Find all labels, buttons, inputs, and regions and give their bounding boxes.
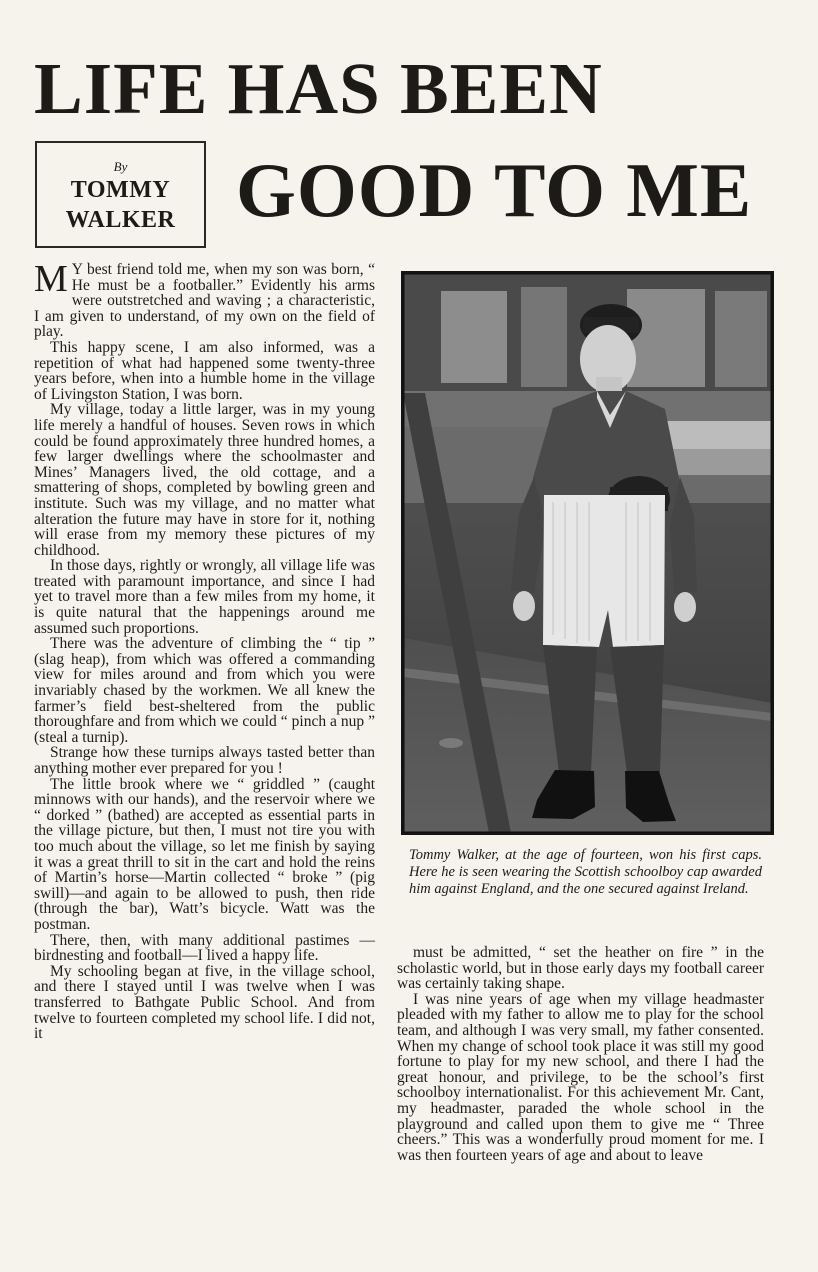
right-column-paragraph-1: must be admitted, “ set the heather on fire ” in the scholastic world, but in those early days my football career was certainly taking shape. [397, 944, 764, 993]
body-paragraph-8: There, then, with many additional pastimes —birdnesting and football—I lived a happy life. [34, 931, 375, 965]
drop-cap: M [34, 258, 68, 300]
body-paragraph-4: In those days, rightly or wrongly, all village life was treated with paramount importance, and since I had yet to travel more than a few miles from my home, it is quite natural that the happenings around me assumed such proportions. [34, 557, 375, 637]
body-paragraph-3: My village, today a little larger, was in my young life merely a handful of houses. Seven rows in which could be found approximately three hundred homes, a few larger dwellings where the schoolmaster and Mines’ Managers lived, the old cottage, and a smattering of shops, completed by bowling green and institute. Such was my village, and no matter what alteration the future may have in store for it, nothing will erase from my memory these pictures of my childhood. [34, 401, 375, 559]
photo-caption: Tommy Walker, at the age of fourteen, won his first caps. Here he is seen wearing the Scottish schoolboy cap awarded him against England, and the one secured against Ireland. [409, 847, 762, 897]
byline-by: By [113, 159, 128, 174]
headline-line-1: LIFE HAS BEEN [34, 48, 603, 129]
byline-last-name: WALKER [65, 207, 176, 233]
lead-paragraph [34, 258, 375, 341]
right-column-paragraph-2: I was nine years of age when my village headmaster pleaded with my father to allow me to play for the school team, and although I was very small, my father consented. When my change of school took place it was still my good fortune to play for my new school, and there I had the great honour, and privilege, to be the school’s first schoolboy internationalist. For this achievement Mr. Cant, my headmaster, paraded the whole school in the playground and called upon them to give me “ Three cheers.” This was a wonderfully proud moment for me. I was then fourteen years of age and about to leave [397, 990, 764, 1164]
body-paragraph-5: There was the adventure of climbing the “ tip ” (slag heap), from which was offered a commanding view for miles around and from which you were invariably chased by the workmen. We all knew the farmer’s field best-sheltered from the public thoroughfare and from which we could “ pinch a nup ” (steal a turnip). [34, 635, 375, 746]
headline-line-2: GOOD TO ME [236, 147, 753, 233]
body-paragraph-6: Strange how these turnips always tasted better than anything mother ever prepared for you ! [34, 744, 375, 777]
article-left-column [34, 258, 375, 1242]
player-photo [401, 271, 774, 835]
byline-first-name: TOMMY [70, 177, 171, 203]
body-paragraph-7: The little brook where we “ griddled ” (caught minnows with our hands), and the reservoir where we “ dorked ” (bathed) are accepted as essential parts in the village picture, but then, I must not tire you with too much about the village, so let me finish by saying it was a great thrill to sit in the cart and hold the reins of Martin’s horse—Martin collected “ broke ” (pig swill)—and again to be allowed to push, then ride (through the bar), Watt’s bicycle. Watt was the postman. [34, 775, 375, 933]
body-paragraph-2: This happy scene, I am also informed, was a repetition of what had happened some twenty-three years before, when into a humble home in the village of Livingston Station, I was born. [34, 338, 375, 403]
photo-image [403, 273, 772, 833]
byline-box [35, 141, 206, 248]
body-paragraph-9: My schooling began at five, in the village school, and there I stayed until I was twelve when I was transferred to Bathgate Public School. And from twelve to fourteen completed my school life. I did not, it [34, 962, 375, 1043]
lead-paragraph-text: Y best friend told me, when my son was born, “ He must be a footballer.” Evidently his arms were outstretched and waving ; a characteristic, I am given to understand, of my own on the field of play. [34, 261, 375, 341]
article-right-column [397, 945, 764, 1245]
